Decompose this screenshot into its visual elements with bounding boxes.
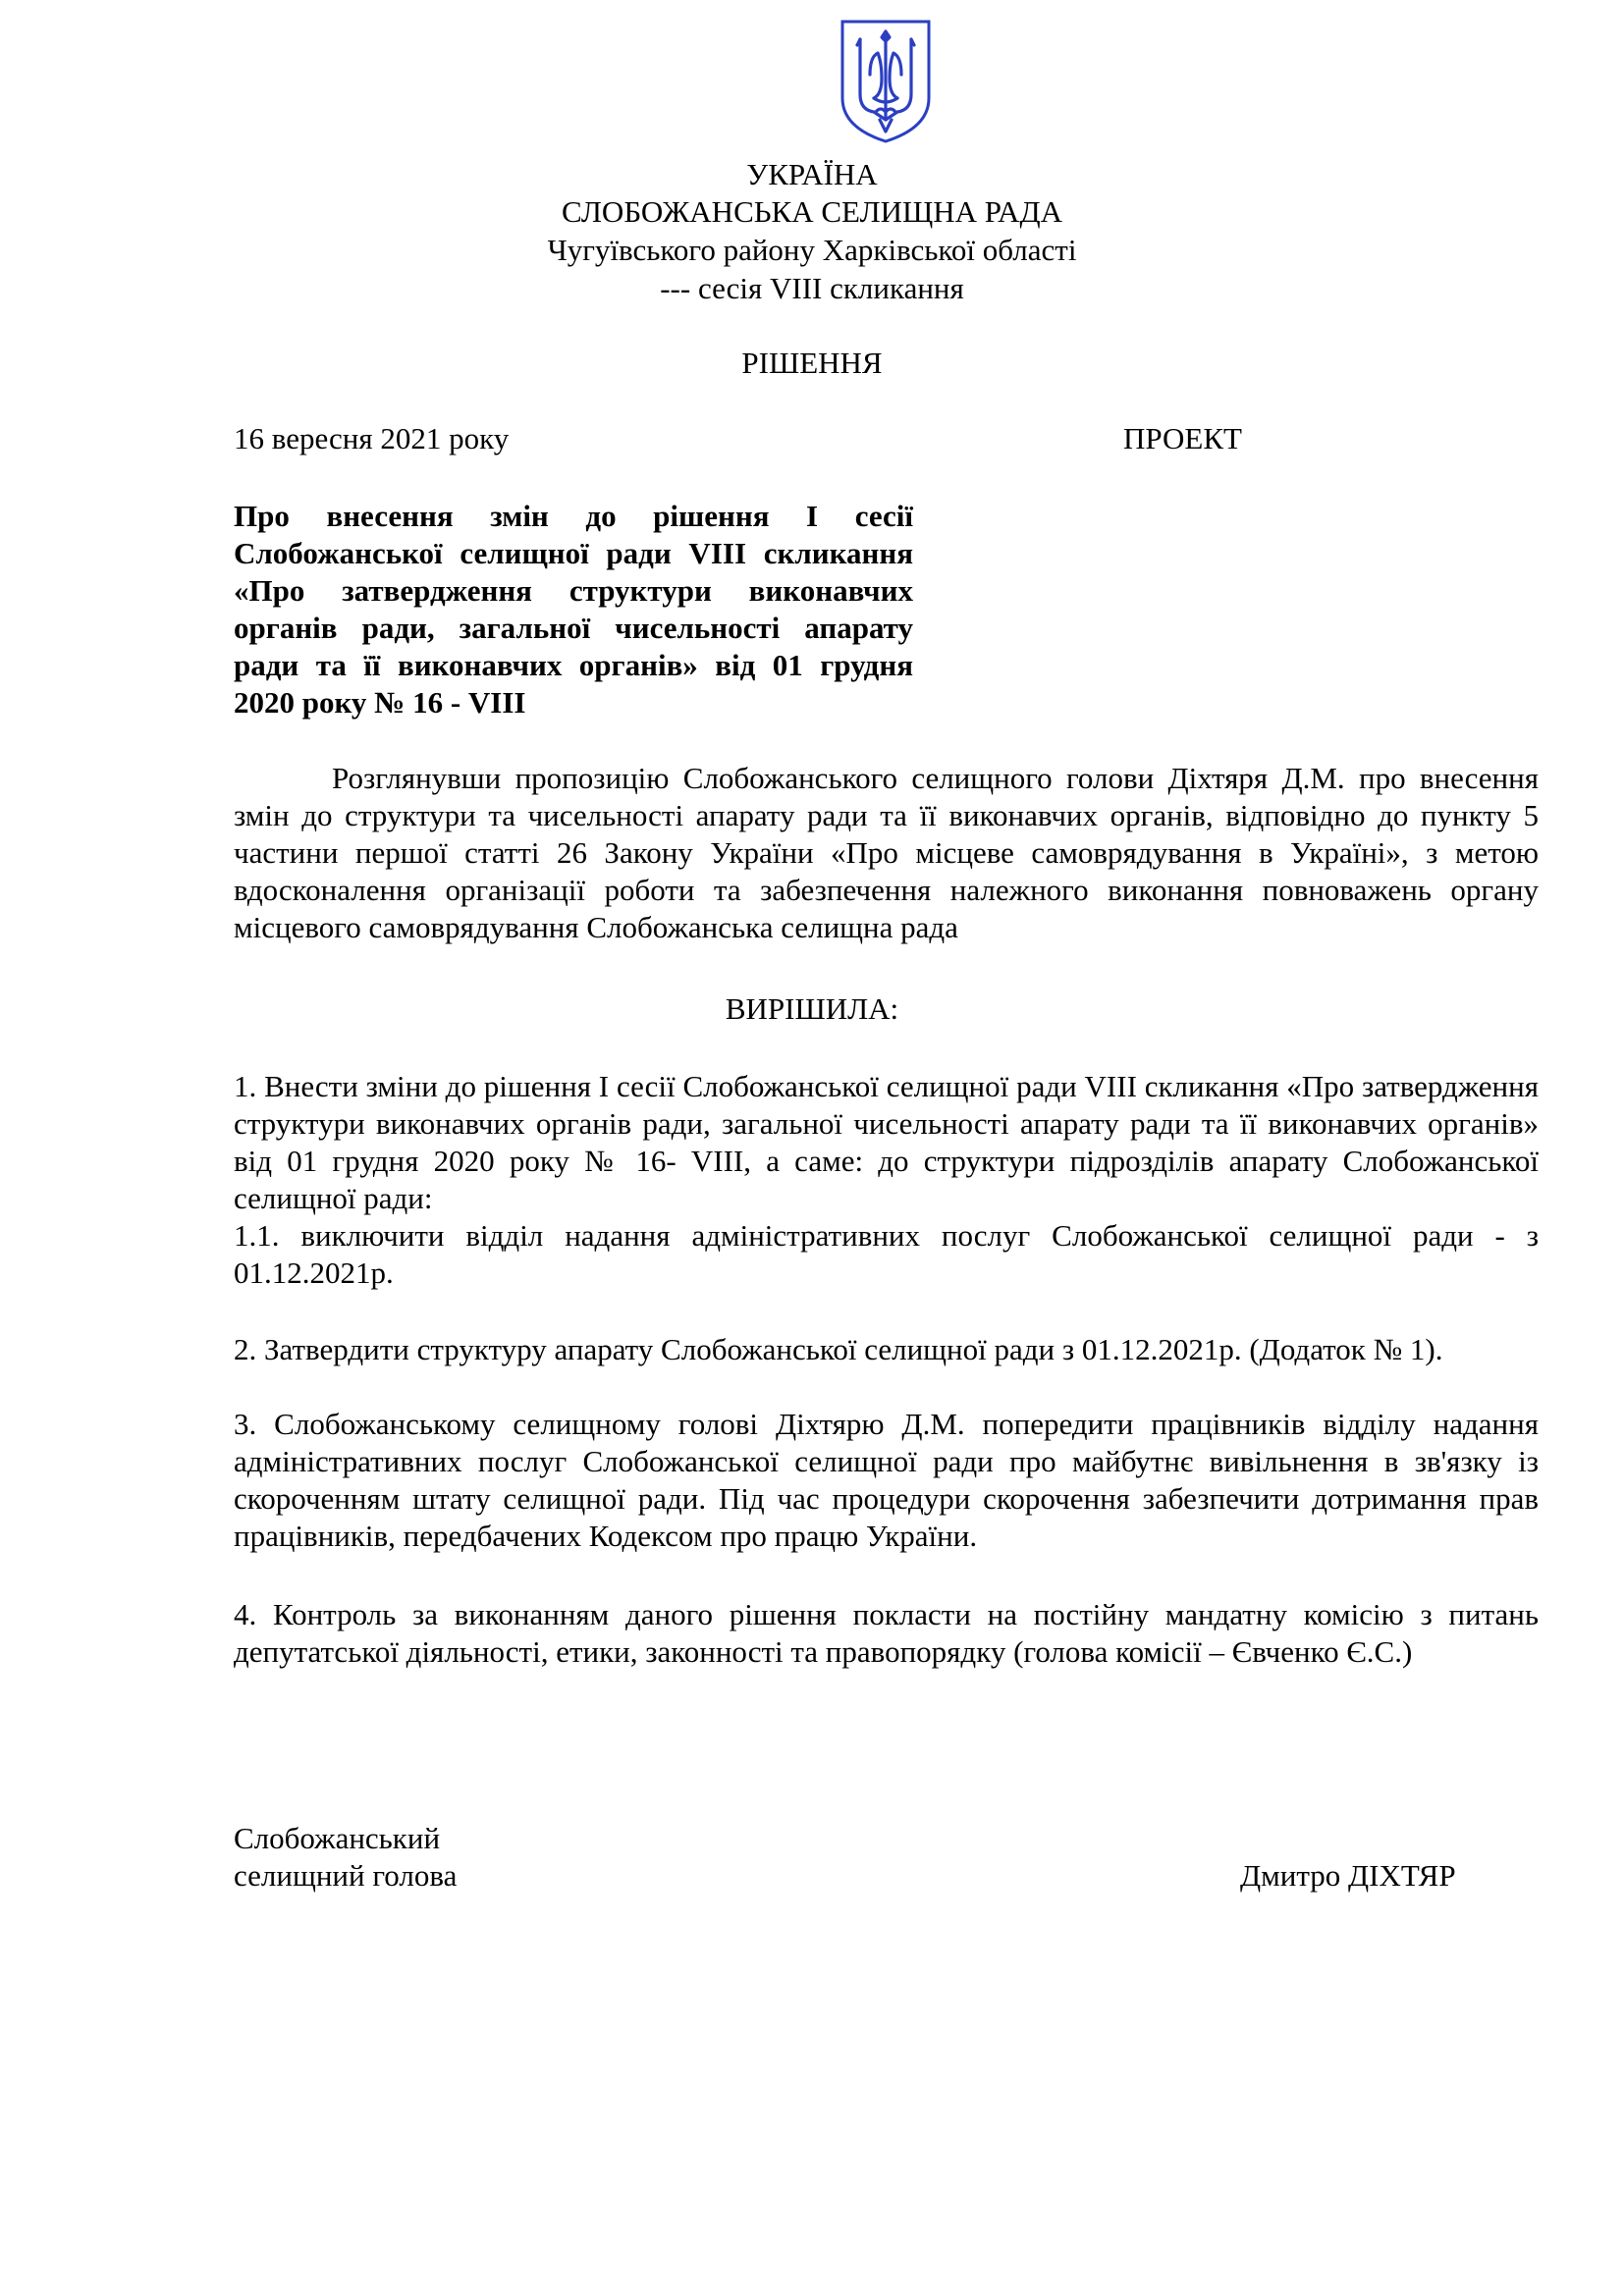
decision-item-3: 3. Слобожанському селищному голові Діхтярю Д.М. попередити працівників відділу надання адміністративних послуг Слобожанської селищної ради про майбутнє вивільнення в зв'язку із скороченням штату селищної ради. Під час процедури скорочення забезпечити дотримання прав працівників, передбачених Кодексом про працю України. bbox=[234, 1407, 1539, 1553]
draft-status: ПРОЕКТ bbox=[1123, 421, 1242, 455]
decision-item-4: 4. Контроль за виконанням даного рішення покласти на постійну мандатну комісію з питань депутатської діяльності, етики, законності та правопорядку (голова комісії – Євченко Є.С.) bbox=[234, 1597, 1539, 1669]
decision-item-1 bbox=[234, 1068, 1539, 1292]
signatory-position-line-1: Слобожанський bbox=[234, 1821, 441, 1855]
decision-item-1-1-text: 1.1. виключити відділ надання адміністративних послуг Слобожанської селищної ради - з 01.12.2021р. bbox=[234, 1218, 1539, 1290]
intro-paragraph: Розглянувши пропозицію Слобожанського селищного голови Діхтяря Д.М. про внесення змін до структури та чисельності апарату ради та її виконавчих органів, відповідно до пункту 5 частини першої статті 26 Закону України «Про місцеве самоврядування в Україні», з метою вдосконалення організації роботи та забезпечення належного виконання повноважень органу місцевого самоврядування Слобожанська селищна рада bbox=[234, 761, 1539, 944]
signatory-position bbox=[234, 1820, 457, 1895]
signatory-name: Дмитро ДІХТЯР bbox=[1240, 1858, 1456, 1893]
decision-item-2: 2. Затвердити структуру апарату Слобожанської селищної ради з 01.12.2021р. (Додаток № 1). bbox=[234, 1332, 1443, 1366]
document-type: РІШЕННЯ bbox=[741, 346, 883, 380]
session-line: --- сесія VIII скликання bbox=[660, 271, 964, 305]
decision-item-1-text: 1. Внести зміни до рішення І сесії Слобожанської селищної ради VIII скликання «Про затвердження структури виконавчих органів ради, загальної чисельності апарату ради та її виконавчих органів» від 01 грудня 2020 року № 16- VIII, а саме: до структури підрозділів апарату Слобожанської селищної ради: bbox=[234, 1069, 1539, 1215]
document-date: 16 вересня 2021 року bbox=[234, 421, 510, 455]
decided-heading: ВИРІШИЛА: bbox=[725, 991, 899, 1026]
signatory-position-line-2: селищний голова bbox=[234, 1858, 458, 1893]
district-name: Чугуївського району Харківської області bbox=[547, 233, 1077, 267]
decision-subject: Про внесення змін до рішення І сесії Слобожанської селищної ради VIII скликання «Про затвердження структури виконавчих органів ради, загальної чисельності апарату ради та її виконавчих органів» від 01 грудня 2020 року № 16 - VIII bbox=[234, 499, 913, 720]
country-name: УКРАЇНА bbox=[746, 157, 878, 191]
council-name: СЛОБОЖАНСЬКА СЕЛИЩНА РАДА bbox=[562, 194, 1062, 229]
trident-coat-of-arms-icon bbox=[837, 18, 935, 145]
